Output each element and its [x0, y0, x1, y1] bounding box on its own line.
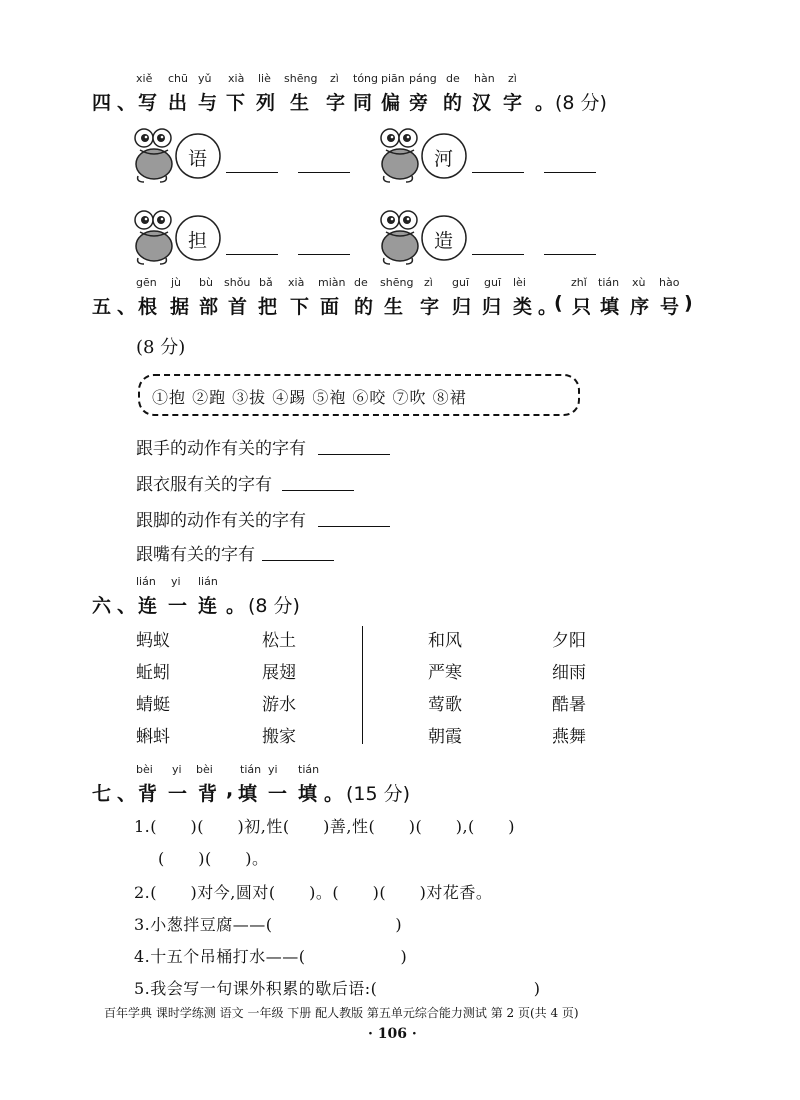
- section5-pinyin: [0, 276, 800, 290]
- section4-pinyin: [0, 72, 800, 86]
- page-number: · 106 ·: [368, 1026, 417, 1042]
- frog-icon: [132, 124, 222, 184]
- title-char: 连: [138, 595, 158, 617]
- pinyin: zì: [424, 276, 433, 289]
- section6-title: [0, 591, 800, 617]
- fill-item[interactable]: 3.小葱拌豆腐——( ): [134, 915, 403, 934]
- fill-item[interactable]: ( )( )。: [158, 849, 269, 868]
- pinyin: hào: [659, 276, 680, 289]
- match-word[interactable]: 朝霞: [428, 727, 462, 747]
- match-word[interactable]: 蚯蚓: [136, 663, 170, 683]
- title-char: 、: [117, 783, 137, 805]
- classify-line-label: 跟衣服有关的字有: [136, 475, 272, 495]
- title-char: 填: [238, 783, 258, 805]
- frog-char: 语: [188, 148, 208, 170]
- answer-blank[interactable]: [298, 172, 350, 173]
- title-char: 写: [138, 92, 158, 114]
- section6-pinyin: [0, 575, 800, 589]
- frog-char: 担: [188, 230, 208, 252]
- pinyin: yǔ: [198, 72, 212, 85]
- fill-item[interactable]: 2.( )对今,圆对( )。( )( )对花香。: [134, 883, 493, 902]
- frog-icon: [132, 206, 222, 266]
- pinyin: liè: [258, 72, 271, 85]
- section6-divider: [362, 626, 363, 744]
- title-char: 根: [138, 296, 158, 318]
- pinyin: jù: [171, 276, 182, 289]
- title-char: 旁: [409, 92, 429, 114]
- pinyin: chū: [168, 72, 188, 85]
- pinyin: tóng: [353, 72, 378, 85]
- title-char: 。: [226, 595, 246, 617]
- title-char: 的: [354, 296, 374, 318]
- section5-score: (8 分): [136, 337, 186, 358]
- title-char: 同: [353, 92, 373, 114]
- frog-char: 造: [434, 230, 454, 252]
- title-char: 、: [117, 92, 137, 114]
- frog-char: 河: [434, 148, 454, 170]
- footer-text: 百年学典 课时学练测 语文 一年级 下册 配人教版 第五单元综合能力测试 第 2 页(共 4 页): [104, 1006, 579, 1020]
- classify-line-label: 跟嘴有关的字有: [136, 545, 255, 565]
- pinyin: páng: [409, 72, 437, 85]
- title-char: 。: [535, 92, 555, 114]
- answer-blank[interactable]: [298, 254, 350, 255]
- answer-blank[interactable]: [226, 254, 278, 255]
- title-char: 号: [660, 296, 680, 318]
- match-word[interactable]: 蝌蚪: [136, 727, 170, 747]
- match-word[interactable]: 游水: [262, 695, 296, 715]
- title-char: 一: [168, 783, 188, 805]
- match-word[interactable]: 夕阳: [552, 631, 586, 651]
- pinyin: xià: [288, 276, 305, 289]
- title-char: 把: [258, 296, 278, 318]
- pinyin: xià: [228, 72, 245, 85]
- title-char: ,: [226, 779, 234, 801]
- pinyin: zì: [508, 72, 517, 85]
- title-char: 字: [326, 92, 346, 114]
- pinyin: hàn: [474, 72, 495, 85]
- section4-title: [0, 88, 800, 114]
- title-char: 生: [290, 92, 310, 114]
- title-char: 类: [513, 296, 533, 318]
- section7-pinyin: [0, 763, 800, 777]
- match-word[interactable]: 莺歌: [428, 695, 462, 715]
- title-char: 面: [320, 296, 340, 318]
- title-char: 背: [138, 783, 158, 805]
- title-char: 七: [92, 783, 112, 805]
- pinyin: yi: [172, 763, 182, 776]
- match-word[interactable]: 和风: [428, 631, 462, 651]
- match-word[interactable]: 蚂蚁: [136, 631, 170, 651]
- title-char: 的: [443, 92, 463, 114]
- title-char: 。: [324, 783, 344, 805]
- title-char: 汉: [472, 92, 492, 114]
- pinyin: de: [354, 276, 368, 289]
- classify-line-label: 跟脚的动作有关的字有: [136, 511, 306, 531]
- section-score: (8 分): [248, 595, 300, 617]
- title-char: 与: [198, 92, 218, 114]
- match-word[interactable]: 展翅: [262, 663, 296, 683]
- answer-blank[interactable]: [318, 526, 390, 527]
- match-word[interactable]: 搬家: [262, 727, 296, 747]
- pinyin: shēng: [380, 276, 414, 289]
- pinyin: yi: [171, 575, 181, 588]
- frog-icon: [378, 206, 468, 266]
- answer-blank[interactable]: [472, 172, 524, 173]
- fill-item[interactable]: 5.我会写一句课外积累的歇后语:( ): [134, 979, 541, 998]
- title-char: ): [684, 292, 693, 314]
- title-char: 偏: [381, 92, 401, 114]
- title-char: 。: [538, 296, 558, 318]
- match-word[interactable]: 松土: [262, 631, 296, 651]
- title-char: 生: [384, 296, 404, 318]
- match-word[interactable]: 燕舞: [552, 727, 586, 747]
- pinyin: miàn: [318, 276, 346, 289]
- match-word[interactable]: 酷暑: [552, 695, 586, 715]
- pinyin: guī: [484, 276, 502, 289]
- frog-icon: [378, 124, 468, 184]
- answer-blank[interactable]: [544, 172, 596, 173]
- pinyin: bǎ: [259, 276, 273, 289]
- pinyin: guī: [452, 276, 470, 289]
- title-char: 只: [572, 296, 592, 318]
- options-text: ①抱 ②跑 ③拔 ④踢 ⑤袍 ⑥咬 ⑦吹 ⑧裙: [152, 388, 467, 407]
- section5-title: [0, 292, 800, 318]
- match-word[interactable]: 细雨: [552, 663, 586, 683]
- title-char: 下: [226, 92, 246, 114]
- pinyin: tián: [598, 276, 620, 289]
- answer-blank[interactable]: [226, 172, 278, 173]
- pinyin: de: [446, 72, 460, 85]
- match-word[interactable]: 蜻蜓: [136, 695, 170, 715]
- answer-blank[interactable]: [282, 490, 354, 491]
- pinyin: shēng: [284, 72, 318, 85]
- title-char: 连: [198, 595, 218, 617]
- pinyin: xiě: [136, 72, 153, 85]
- pinyin: shǒu: [224, 276, 251, 289]
- section7-title: [0, 779, 800, 805]
- pinyin: bèi: [136, 763, 153, 776]
- pinyin: yi: [268, 763, 278, 776]
- title-char: 字: [420, 296, 440, 318]
- pinyin: zhǐ: [571, 276, 587, 289]
- answer-blank[interactable]: [544, 254, 596, 255]
- pinyin: piān: [381, 72, 405, 85]
- fill-item[interactable]: 1.( )( )初,性( )善,性( )( ),( ): [134, 817, 516, 836]
- title-char: 六: [92, 595, 112, 617]
- section-score: (15 分): [346, 783, 411, 805]
- title-char: 据: [170, 296, 190, 318]
- title-char: 、: [117, 595, 137, 617]
- pinyin: tián: [298, 763, 320, 776]
- title-char: 一: [168, 595, 188, 617]
- title-char: 首: [228, 296, 248, 318]
- title-char: 五: [92, 296, 112, 318]
- fill-item[interactable]: 4.十五个吊桶打水——( ): [134, 947, 408, 966]
- title-char: 部: [199, 296, 219, 318]
- pinyin: lián: [136, 575, 156, 588]
- title-char: 序: [630, 296, 650, 318]
- title-char: 、: [117, 296, 137, 318]
- pinyin: zì: [330, 72, 339, 85]
- title-char: 填: [298, 783, 318, 805]
- section-score: (8 分): [555, 92, 607, 114]
- title-char: 背: [198, 783, 218, 805]
- title-char: 字: [503, 92, 523, 114]
- pinyin: bèi: [196, 763, 213, 776]
- title-char: 一: [268, 783, 288, 805]
- pinyin: xù: [632, 276, 646, 289]
- title-char: 出: [168, 92, 188, 114]
- title-char: 列: [256, 92, 276, 114]
- match-word[interactable]: 严寒: [428, 663, 462, 683]
- title-char: 填: [600, 296, 620, 318]
- pinyin: bù: [199, 276, 213, 289]
- pinyin: gēn: [136, 276, 157, 289]
- answer-blank[interactable]: [472, 254, 524, 255]
- title-char: 归: [452, 296, 472, 318]
- title-char: 下: [290, 296, 310, 318]
- title-char: (: [554, 292, 563, 314]
- answer-blank[interactable]: [262, 560, 334, 561]
- classify-line-label: 跟手的动作有关的字有: [136, 439, 306, 459]
- title-char: 四: [92, 92, 112, 114]
- answer-blank[interactable]: [318, 454, 390, 455]
- pinyin: tián: [240, 763, 262, 776]
- title-char: 归: [482, 296, 502, 318]
- pinyin: lián: [198, 575, 218, 588]
- pinyin: lèi: [513, 276, 526, 289]
